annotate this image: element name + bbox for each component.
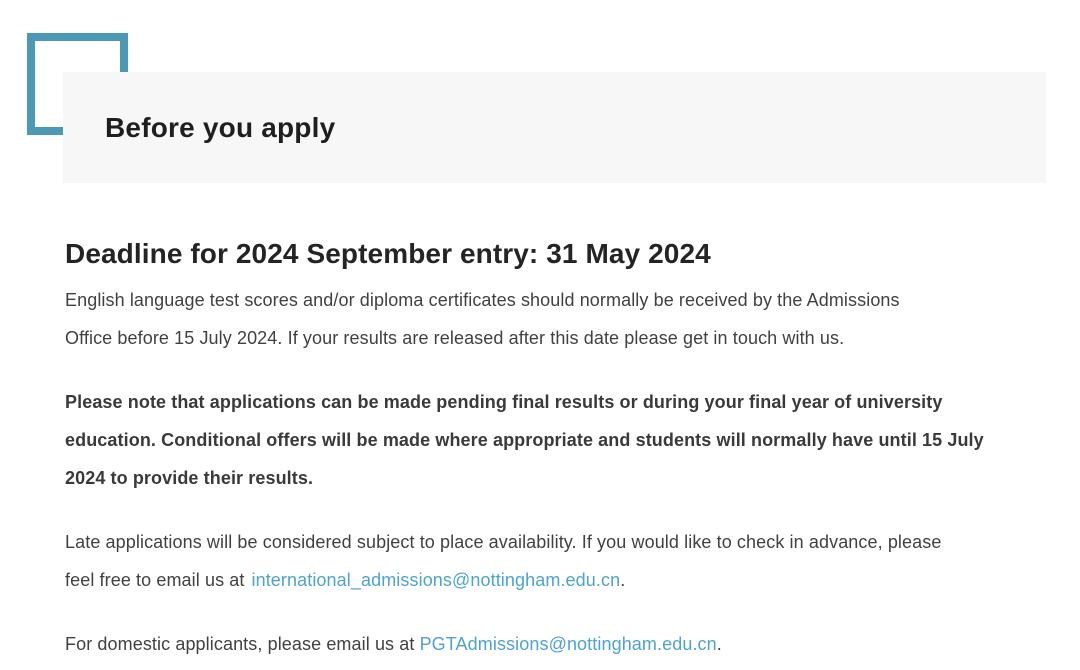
deadline-heading: Deadline for 2024 September entry: 31 May 2024	[65, 238, 711, 269]
paragraph-line: Please note that applications can be made pending final results or during your final year of university	[65, 392, 943, 412]
paragraph-line: For domestic applicants, please email us at	[65, 634, 420, 654]
paragraph-line: education. Conditional offers will be made where appropriate and students will normally have until 15 July	[65, 430, 984, 450]
paragraph-line: feel free to email us at	[65, 570, 245, 590]
paragraph-english-requirements	[65, 281, 1047, 357]
international-admissions-email-link[interactable]: international_admissions@nottingham.edu.cn	[251, 570, 621, 590]
paragraph-late-applications	[65, 523, 1047, 599]
paragraph-pending-results-note	[65, 383, 1047, 497]
paragraph-line: 2024 to provide their results.	[65, 468, 314, 488]
pgt-admissions-email-link[interactable]: PGTAdmissions@nottingham.edu.cn	[419, 634, 717, 654]
section-banner	[63, 72, 1046, 183]
section-banner-title: Before you apply	[105, 111, 336, 143]
paragraph-line: Late applications will be considered subject to place availability. If you would like to check in advance, please	[65, 532, 942, 552]
paragraph-domestic-applicants	[65, 625, 1047, 663]
paragraph-line: English language test scores and/or diploma certificates should normally be received by the Admissions	[65, 290, 900, 310]
sentence-period: .	[716, 634, 722, 654]
paragraph-line: Office before 15 July 2024. If your results are released after this date please get in touch with us.	[65, 328, 845, 348]
sentence-period: .	[620, 570, 626, 590]
main-content	[65, 236, 1047, 670]
